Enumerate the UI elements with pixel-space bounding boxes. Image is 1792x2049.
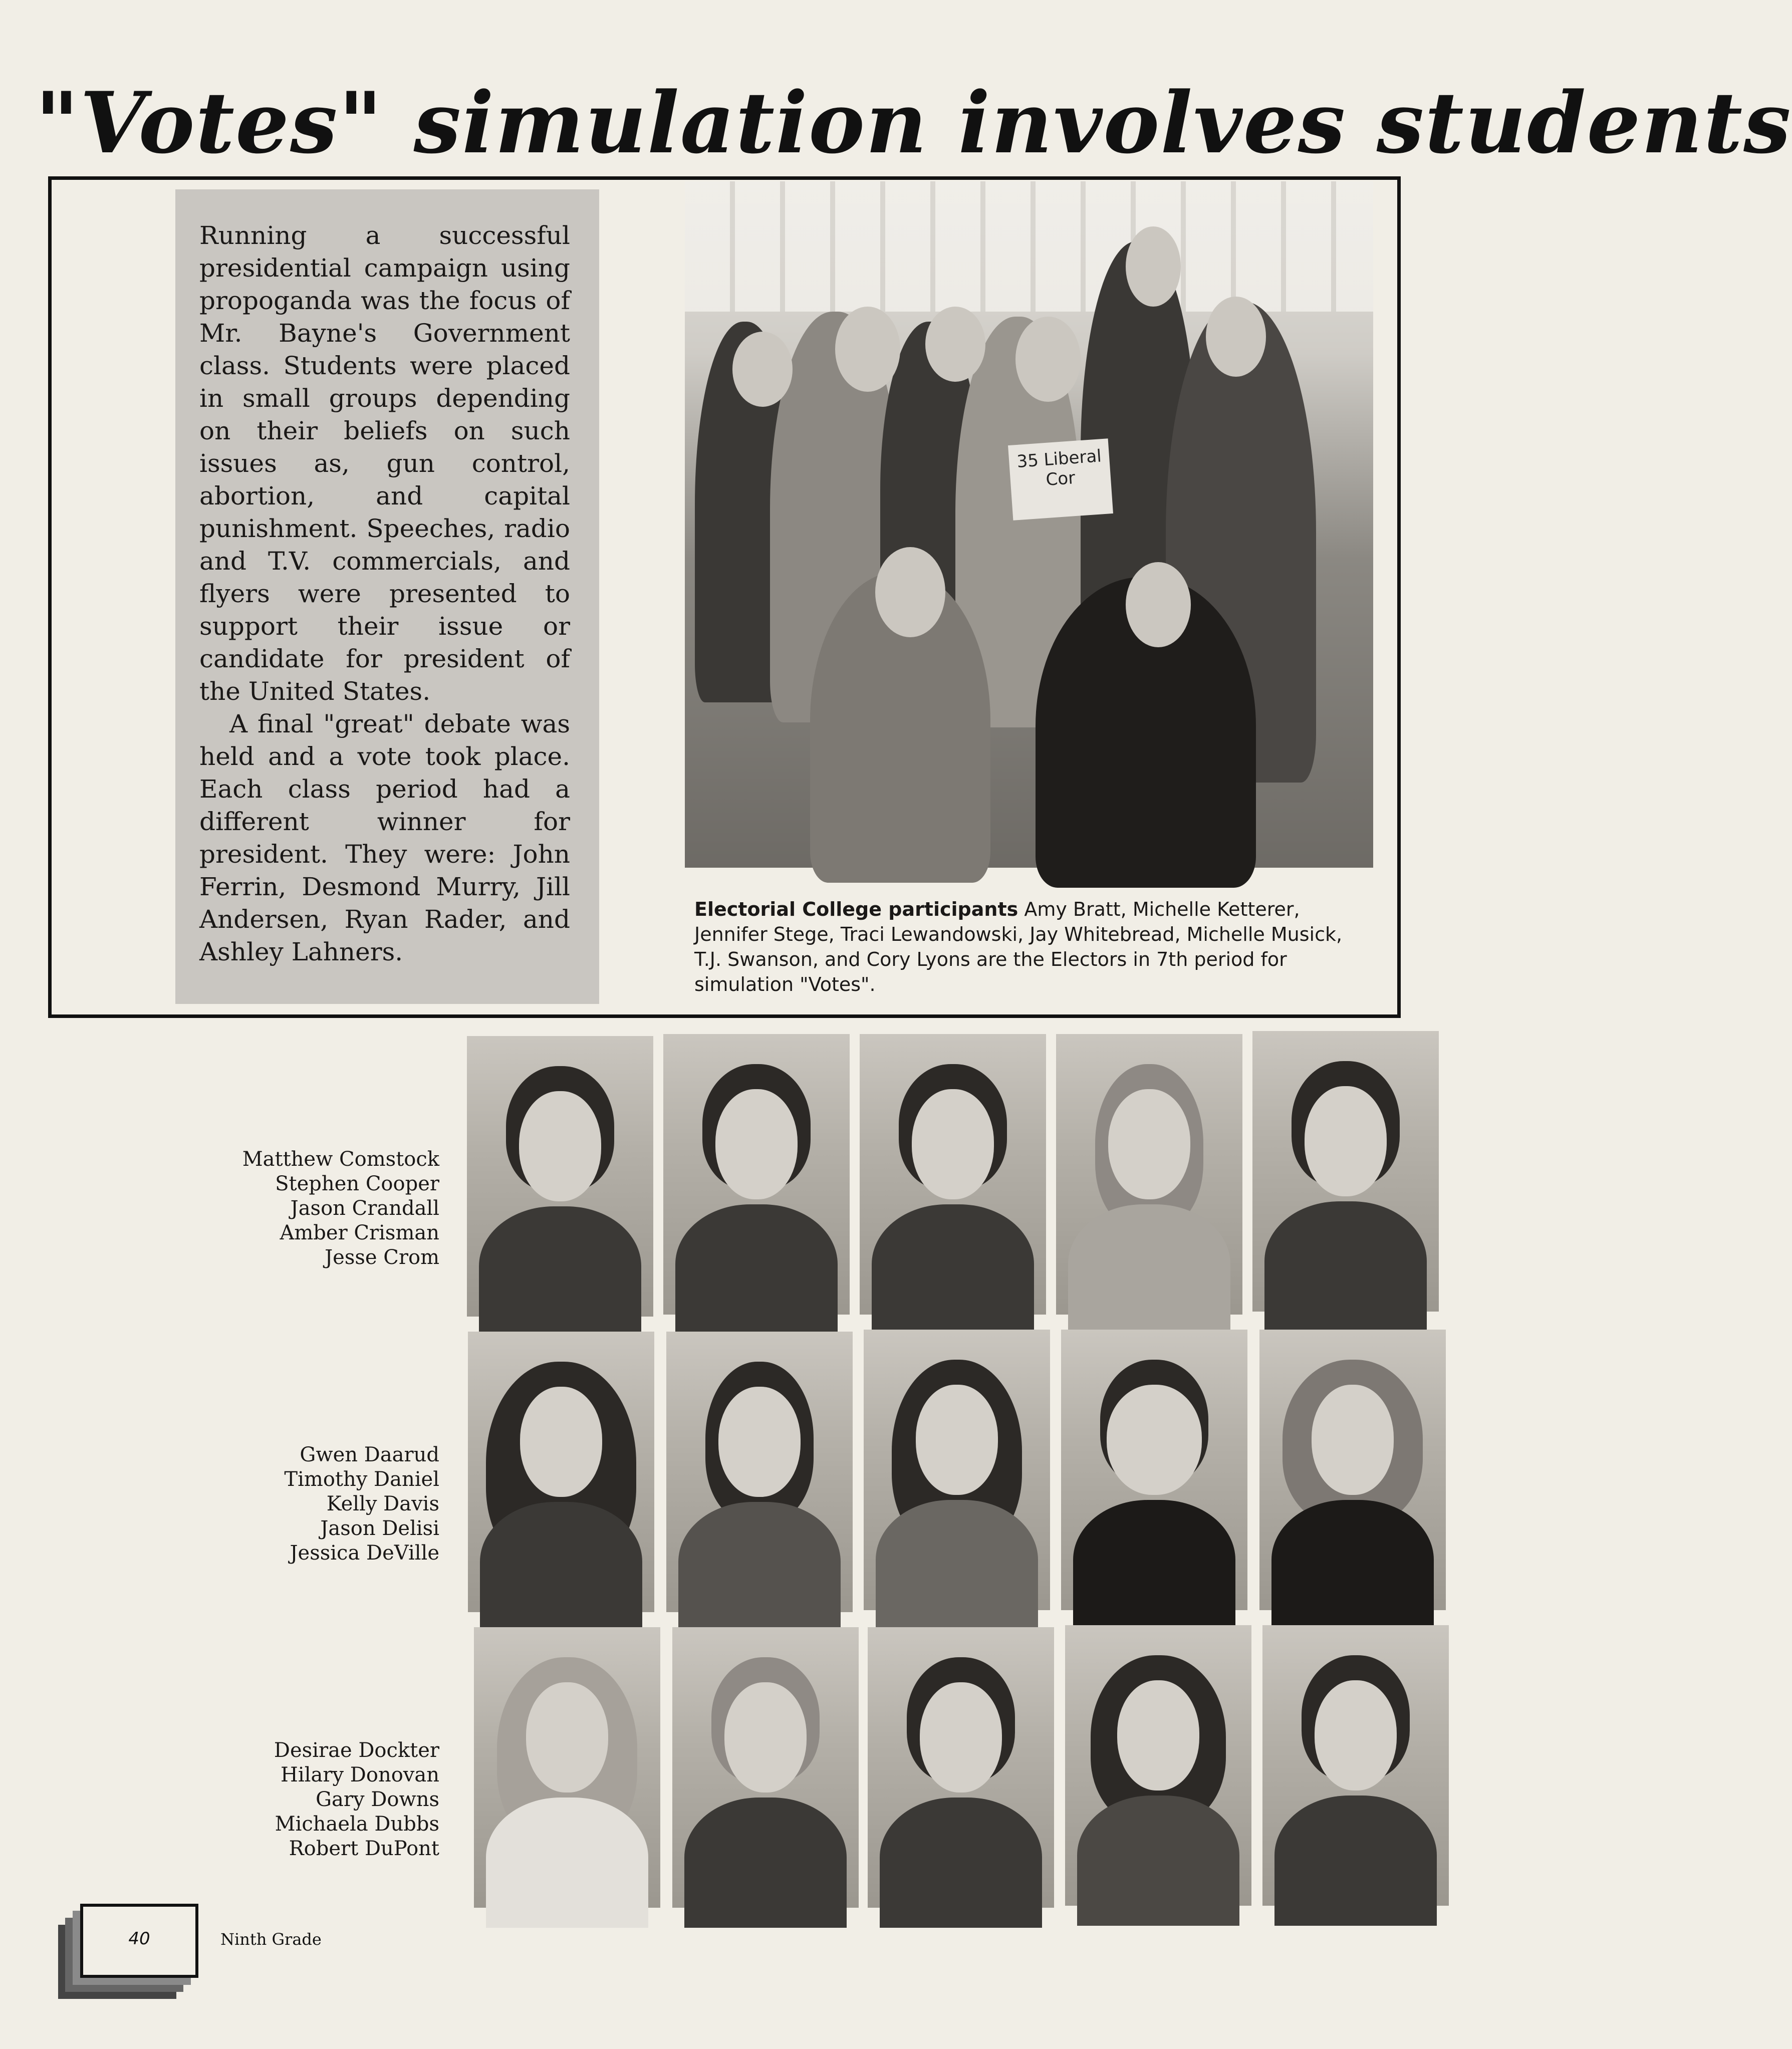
section-label: Ninth Grade (220, 1930, 322, 1949)
student-portrait (474, 1627, 660, 1908)
photo-face (925, 307, 985, 382)
portrait-shoulders (1264, 1201, 1427, 1332)
portrait-face (526, 1682, 608, 1792)
photo-sign (1008, 438, 1113, 521)
portrait-face (920, 1682, 1002, 1792)
photo-sign-text: 35 Liberal Cor (1016, 446, 1102, 490)
student-name: Jesse Crom (325, 1246, 439, 1269)
portrait-shoulders (480, 1502, 642, 1632)
photo-caption (694, 897, 1366, 997)
caption-body: Amy Bratt, Michelle Ketterer, Jennifer Stege, Traci Lewandowski, Jay Whitebread, Michelle Musick, T.J. Swanson, and Cory Lyons are the Electors in 7th period for simulation "Votes". (694, 898, 1343, 995)
portrait-shoulders (479, 1206, 641, 1337)
student-portrait (663, 1034, 850, 1315)
photo-face (1206, 297, 1266, 377)
student-portrait (868, 1627, 1054, 1908)
group-photo (685, 181, 1373, 868)
student-portrait (468, 1332, 654, 1612)
student-portrait (1252, 1031, 1439, 1312)
portrait-face (1117, 1680, 1199, 1790)
portrait-names-row-3 (139, 1738, 439, 1861)
student-portrait (864, 1330, 1050, 1610)
portrait-names-row-2 (139, 1443, 439, 1566)
student-name: Stephen Cooper (275, 1172, 439, 1195)
photo-ceiling-lights (685, 181, 1373, 312)
photo-face (1126, 562, 1191, 647)
student-portrait (1061, 1330, 1247, 1610)
student-name: Amber Crisman (280, 1221, 439, 1244)
portrait-shoulders (675, 1204, 838, 1335)
student-portrait (1056, 1034, 1242, 1315)
student-portrait (860, 1034, 1046, 1315)
student-name: Matthew Comstock (242, 1148, 439, 1171)
student-name: Desirae Dockter (274, 1739, 439, 1762)
portrait-face (715, 1089, 798, 1199)
student-name: Kelly Davis (326, 1492, 439, 1515)
caption-lead: Electorial College participants (694, 898, 1018, 920)
portrait-shoulders (684, 1798, 847, 1928)
student-name: Gary Downs (316, 1788, 439, 1811)
portrait-names-row-1 (139, 1147, 439, 1270)
portrait-face (519, 1091, 601, 1201)
student-name: Timothy Daniel (284, 1468, 439, 1491)
student-portrait (1262, 1625, 1449, 1906)
story-paragraph: Running a successful presidential campaign using propoganda was the focus of Mr. Bayne's Government class. Students were placed in small groups depending on their beliefs on such issues as, gun control, abortion, and capital punishment. Speeches, radio and T.V. commercials, and flyers were presented to support their issue or candidate for president of the United States. (199, 221, 570, 706)
portrait-face (1312, 1385, 1394, 1495)
photo-face (835, 307, 900, 392)
student-name: Jason Crandall (290, 1197, 439, 1220)
portrait-shoulders (876, 1500, 1038, 1630)
photo-face (732, 332, 793, 407)
student-portrait (467, 1036, 653, 1317)
student-name: Michaela Dubbs (275, 1813, 439, 1836)
portrait-shoulders (1068, 1204, 1230, 1335)
student-name: Gwen Daarud (300, 1443, 439, 1466)
photo-face (1015, 317, 1081, 402)
portrait-face (916, 1385, 998, 1495)
portrait-shoulders (486, 1798, 648, 1928)
student-portrait (1065, 1625, 1251, 1906)
student-name: Jessica DeVille (290, 1542, 439, 1565)
portrait-shoulders (1274, 1796, 1437, 1926)
student-name: Robert DuPont (289, 1837, 439, 1860)
portrait-face (1107, 1385, 1202, 1495)
student-name: Hilary Donovan (281, 1763, 439, 1786)
student-portrait (672, 1627, 859, 1908)
portrait-face (1315, 1680, 1397, 1790)
portrait-face (1305, 1086, 1387, 1196)
photo-face (1126, 226, 1181, 307)
page-title: "Votes" simulation involves students (35, 73, 1792, 172)
portrait-shoulders (880, 1798, 1042, 1928)
student-portrait (666, 1332, 853, 1612)
portrait-grid (467, 1031, 1449, 1924)
photo-face (875, 547, 945, 637)
portrait-shoulders (1271, 1500, 1434, 1630)
story-paragraph: A final "great" debate was held and a vote took place. Each class period had a different winner for president. They were: John Ferrin, Desmond Murry, Jill Andersen, Ryan Rader, and Ashley Lahners. (199, 709, 570, 966)
portrait-face (520, 1387, 602, 1497)
portrait-shoulders (1077, 1796, 1239, 1926)
portrait-shoulders (678, 1502, 841, 1632)
page-number: 40 (128, 1929, 150, 1949)
portrait-face (724, 1682, 807, 1792)
student-name: Jason Delisi (320, 1517, 439, 1540)
portrait-face (718, 1387, 801, 1497)
portrait-shoulders (872, 1204, 1034, 1335)
story-copy (175, 189, 599, 1004)
portrait-face (1108, 1089, 1190, 1199)
student-portrait (1259, 1330, 1446, 1610)
portrait-face (912, 1089, 994, 1199)
portrait-shoulders (1073, 1500, 1235, 1630)
